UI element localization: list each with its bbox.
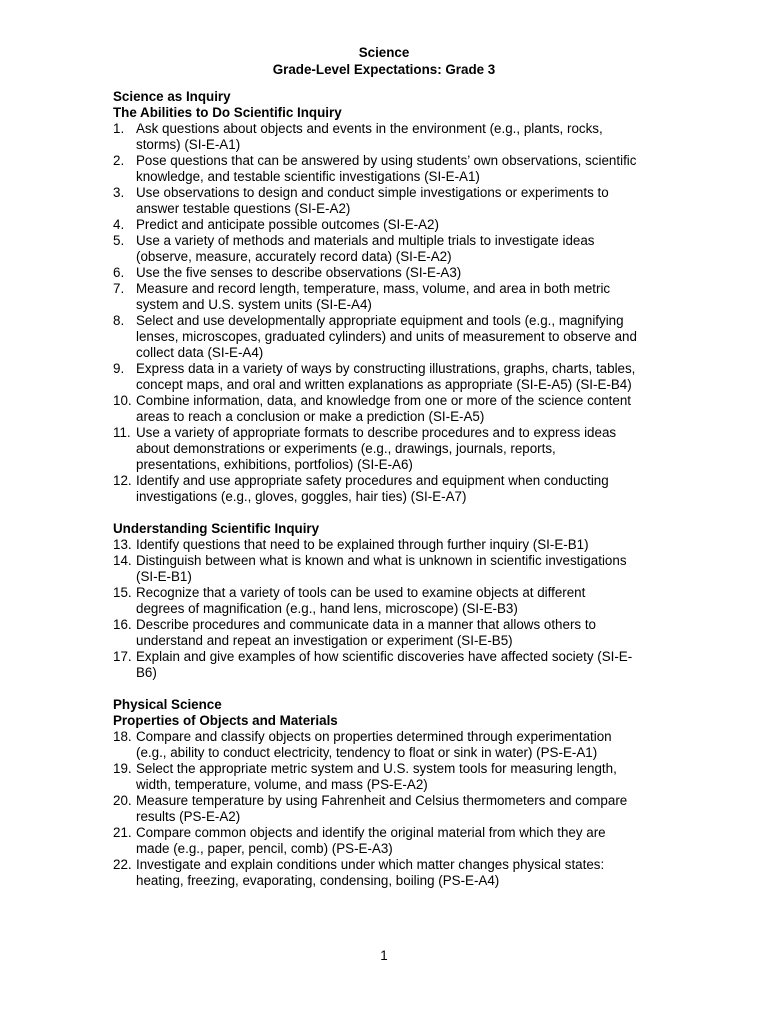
list-item xyxy=(113,185,658,217)
list-item-text: Measure and record length, temperature, mass, volume, and area in both metric xyxy=(136,281,611,296)
section xyxy=(113,89,658,505)
list-item-number: 5. xyxy=(113,233,125,248)
list-item-text: heating, freezing, evaporating, condensing, boiling (PS-E-A4) xyxy=(136,873,500,888)
list-item xyxy=(113,233,658,265)
section xyxy=(113,697,658,889)
list-item xyxy=(113,761,658,793)
list-item xyxy=(113,617,658,649)
list-item-text: (observe, measure, accurately record data) (SI-E-A2) xyxy=(136,249,452,264)
list-item-text: Use a variety of methods and materials and multiple trials to investigate ideas xyxy=(136,233,595,248)
list-item-text: B6) xyxy=(136,665,157,680)
list-item xyxy=(113,425,658,473)
list-item-number: 18. xyxy=(113,729,132,744)
list-item-text: Predict and anticipate possible outcomes (SI-E-A2) xyxy=(136,217,439,232)
section xyxy=(113,521,658,681)
list-item-text: concept maps, and oral and written explanations as appropriate (SI-E-A5) (SI-E-B4) xyxy=(136,377,632,392)
list-item-text: Compare common objects and identify the original material from which they are xyxy=(136,825,606,840)
list-item-number: 12. xyxy=(113,473,132,488)
list-item-number: 15. xyxy=(113,585,132,600)
list-item-text: Identify questions that need to be explained through further inquiry (SI-E-B1) xyxy=(136,537,589,552)
list-item xyxy=(113,825,658,857)
list-item xyxy=(113,265,658,281)
list-item-text: collect data (SI-E-A4) xyxy=(136,345,264,360)
list-item-text: made (e.g., paper, pencil, comb) (PS-E-A3) xyxy=(136,841,393,856)
list-item-number: 16. xyxy=(113,617,132,632)
list-item-number: 8. xyxy=(113,313,125,328)
list-item xyxy=(113,393,658,425)
list-item-number: 21. xyxy=(113,825,132,840)
list-item xyxy=(113,473,658,505)
list-item-text: storms) (SI-E-A1) xyxy=(136,137,241,152)
section-heading: Physical Science xyxy=(113,697,222,712)
title-grade-level: Grade-Level Expectations: Grade 3 xyxy=(272,62,496,77)
list-item xyxy=(113,153,658,185)
list-item-text: lenses, microscopes, graduated cylinders) and units of measurement to observe and xyxy=(136,329,637,344)
list-item-number: 2. xyxy=(113,153,125,168)
list-item xyxy=(113,537,658,553)
subsection-heading: Properties of Objects and Materials xyxy=(113,713,338,728)
list-item xyxy=(113,121,658,153)
list-item-number: 17. xyxy=(113,649,132,664)
list-item-text: system and U.S. system units (SI-E-A4) xyxy=(136,297,372,312)
list-item xyxy=(113,361,658,393)
list-item-text: Use observations to design and conduct simple investigations or experiments to xyxy=(136,185,609,200)
list-item-text: Distinguish between what is known and what is unknown in scientific investigations xyxy=(136,553,627,568)
list-item-text: Combine information, data, and knowledge from one or more of the science content xyxy=(136,393,631,408)
list-item xyxy=(113,313,658,361)
list-item-text: Identify and use appropriate safety procedures and equipment when conducting xyxy=(136,473,609,488)
list-item-number: 14. xyxy=(113,553,132,568)
list-item-number: 11. xyxy=(113,425,131,440)
subsection-heading: The Abilities to Do Scientific Inquiry xyxy=(113,105,342,120)
list-item-text: Investigate and explain conditions under which matter changes physical states: xyxy=(136,857,605,872)
list-item-text: Use the five senses to describe observations (SI-E-A3) xyxy=(136,265,462,280)
list-item-text: Select the appropriate metric system and U.S. system tools for measuring length, xyxy=(136,761,617,776)
list-item-text: investigations (e.g., gloves, goggles, hair ties) (SI-E-A7) xyxy=(136,489,467,504)
list-item-text: Measure temperature by using Fahrenheit and Celsius thermometers and compare xyxy=(136,793,628,808)
page-number: 1 xyxy=(380,948,388,963)
list-item xyxy=(113,857,658,889)
list-item-text: width, temperature, volume, and mass (PS-E-A2) xyxy=(136,777,428,792)
list-item-text: Explain and give examples of how scientific discoveries have affected society (SI-E- xyxy=(136,649,633,664)
list-item-number: 7. xyxy=(113,281,125,296)
list-item-text: understand and repeat an investigation or experiment (SI-E-B5) xyxy=(136,633,513,648)
list-item-text: about demonstrations or experiments (e.g., drawings, journals, reports, xyxy=(136,441,556,456)
list-item-text: Describe procedures and communicate data in a manner that allows others to xyxy=(136,617,596,632)
list-item-text: Ask questions about objects and events in the environment (e.g., plants, rocks, xyxy=(136,121,603,136)
list-item xyxy=(113,217,658,233)
section-heading: Understanding Scientific Inquiry xyxy=(113,521,320,536)
list-item-number: 4. xyxy=(113,217,125,232)
list-item xyxy=(113,585,658,617)
list-item xyxy=(113,281,658,313)
list-item-text: Express data in a variety of ways by constructing illustrations, graphs, charts, tables, xyxy=(136,361,636,376)
list-item xyxy=(113,649,658,681)
document-title xyxy=(0,44,768,78)
list-item-number: 20. xyxy=(113,793,132,808)
list-item-text: presentations, exhibitions, portfolios) (SI-E-A6) xyxy=(136,457,413,472)
list-item-text: Recognize that a variety of tools can be used to examine objects at different xyxy=(136,585,586,600)
list-item xyxy=(113,729,658,761)
list-item-number: 9. xyxy=(113,361,125,376)
list-item-text: answer testable questions (SI-E-A2) xyxy=(136,201,351,216)
list-item-number: 19. xyxy=(113,761,132,776)
list-item-number: 10. xyxy=(113,393,132,408)
list-item-text: degrees of magnification (e.g., hand lens, microscope) (SI-E-B3) xyxy=(136,601,518,616)
list-item-text: knowledge, and testable scientific investigations (SI-E-A1) xyxy=(136,169,480,184)
list-item xyxy=(113,793,658,825)
document-body xyxy=(113,89,658,889)
list-item-text: (SI-E-B1) xyxy=(136,569,192,584)
list-item-text: results (PS-E-A2) xyxy=(136,809,241,824)
list-item-number: 1. xyxy=(113,121,125,136)
list-item-text: Select and use developmentally appropriate equipment and tools (e.g., magnifying xyxy=(136,313,624,328)
list-item-text: (e.g., ability to conduct electricity, tendency to float or sink in water) (PS-E-A1) xyxy=(136,745,598,760)
list-item-text: areas to reach a conclusion or make a prediction (SI-E-A5) xyxy=(136,409,485,424)
list-item-text: Pose questions that can be answered by using students’ own observations, scientific xyxy=(136,153,637,168)
list-item-number: 22. xyxy=(113,857,132,872)
list-item-text: Compare and classify objects on properties determined through experimentation xyxy=(136,729,612,744)
list-item-text: Use a variety of appropriate formats to describe procedures and to express ideas xyxy=(136,425,617,440)
list-item-number: 13. xyxy=(113,537,132,552)
section-heading: Science as Inquiry xyxy=(113,89,231,104)
list-item-number: 6. xyxy=(113,265,125,280)
list-item-number: 3. xyxy=(113,185,125,200)
title-subject: Science xyxy=(358,45,410,60)
list-item xyxy=(113,553,658,585)
